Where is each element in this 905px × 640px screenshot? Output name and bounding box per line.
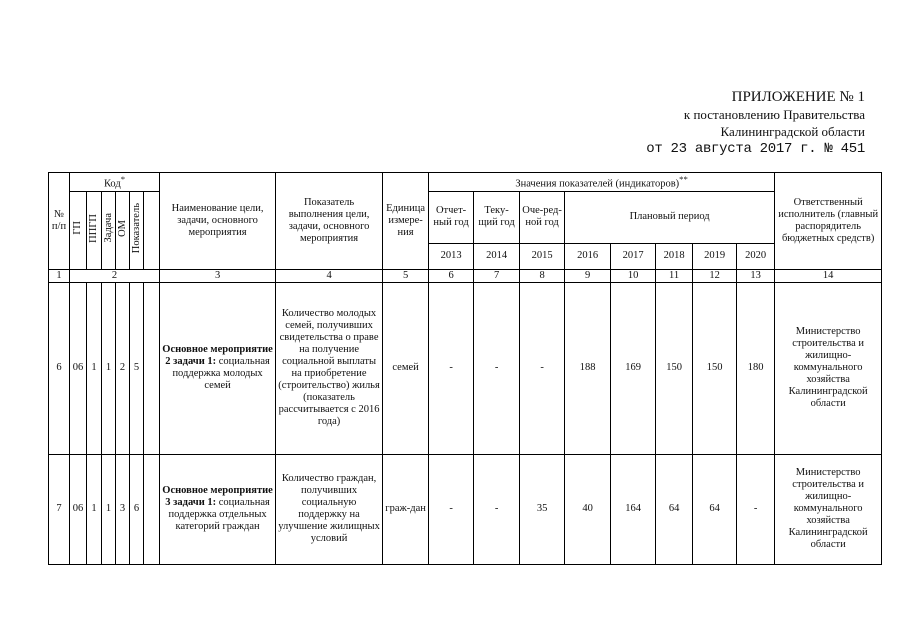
- year-cell: 2019: [693, 243, 737, 269]
- header-ppgp: ППГП: [87, 191, 102, 269]
- column-number: 12: [693, 269, 737, 282]
- column-number: 5: [383, 269, 429, 282]
- row-value: -: [474, 454, 520, 564]
- header-values: Значения показателей (индикаторов)**: [429, 173, 775, 192]
- row-value: 64: [693, 454, 737, 564]
- row-ppgp: 1: [87, 454, 102, 564]
- row-value: 150: [656, 282, 693, 454]
- row-value: -: [474, 282, 520, 454]
- header-om: ОМ: [116, 191, 130, 269]
- row-gp: 06: [70, 454, 87, 564]
- header-name: Наименование цели, задачи, основного мероприятия: [160, 173, 276, 270]
- year-cell: 2016: [565, 243, 611, 269]
- row-extra-kod: [144, 282, 160, 454]
- column-number: 3: [160, 269, 276, 282]
- row-pokazatel: 6: [130, 454, 144, 564]
- row-value: -: [737, 454, 775, 564]
- row-zadacha: 1: [102, 282, 116, 454]
- column-number: 7: [474, 269, 520, 282]
- column-number: 11: [656, 269, 693, 282]
- header-unit: Единица измере-ния: [383, 173, 429, 270]
- column-number: 9: [565, 269, 611, 282]
- row-no: 7: [49, 454, 70, 564]
- year-cell: 2018: [656, 243, 693, 269]
- row-value: 188: [565, 282, 611, 454]
- year-cell: 2020: [737, 243, 775, 269]
- row-extra-kod: [144, 454, 160, 564]
- column-number: 10: [611, 269, 656, 282]
- column-number: 4: [276, 269, 383, 282]
- row-om: 3: [116, 454, 130, 564]
- column-number: 14: [775, 269, 882, 282]
- row-value: 169: [611, 282, 656, 454]
- row-zadacha: 1: [102, 454, 116, 564]
- row-no: 6: [49, 282, 70, 454]
- row-ppgp: 1: [87, 282, 102, 454]
- row-value: -: [429, 454, 474, 564]
- document-header: [646, 88, 865, 158]
- row-value: -: [429, 282, 474, 454]
- row-name: Основное мероприятие 3 задачи 1: социальная поддержка отдельных категорий граждан: [160, 454, 276, 564]
- row-value: 164: [611, 454, 656, 564]
- row-indicator: Количество молодых семей, получивших свидетельства о праве на получение социальной выплаты на приобретение (строительство) жилья (показатель рассчитывается с 2016 года): [276, 282, 383, 454]
- year-cell: 2017: [611, 243, 656, 269]
- table-row: [49, 282, 882, 454]
- row-responsible: Министерство строительства и жилищно-коммунального хозяйства Калининградской области: [775, 282, 882, 454]
- header-next-year: Оче-ред-ной год: [520, 191, 565, 243]
- year-cell: 2014: [474, 243, 520, 269]
- row-gp: 06: [70, 282, 87, 454]
- year-cell: 2015: [520, 243, 565, 269]
- table-row: [49, 454, 882, 564]
- row-unit: граж-дан: [383, 454, 429, 564]
- appendix-line-2: Калининградской области: [720, 124, 865, 139]
- header-kod: Код*: [70, 173, 160, 192]
- row-value: 40: [565, 454, 611, 564]
- row-name: Основное мероприятие 2 задачи 1: социальная поддержка молодых семей: [160, 282, 276, 454]
- header-plan-period: Плановый период: [565, 191, 775, 243]
- row-indicator: Количество граждан, получивших социальную поддержку на улучшение жилищных условий: [276, 454, 383, 564]
- column-number: 1: [49, 269, 70, 282]
- row-om: 2: [116, 282, 130, 454]
- column-number: 13: [737, 269, 775, 282]
- header-current-year: Теку-щий год: [474, 191, 520, 243]
- row-value: 180: [737, 282, 775, 454]
- header-responsible: Ответственный исполнитель (главный распорядитель бюджетных средств): [775, 173, 882, 270]
- appendix-date: от 23 августа 2017 г. № 451: [646, 141, 865, 157]
- column-number: 6: [429, 269, 474, 282]
- header-extra-kod: [144, 191, 160, 269]
- year-cell: 2013: [429, 243, 474, 269]
- column-number: 2: [70, 269, 160, 282]
- row-unit: семей: [383, 282, 429, 454]
- row-value: 64: [656, 454, 693, 564]
- header-gp: ГП: [70, 191, 87, 269]
- row-value: 35: [520, 454, 565, 564]
- row-pokazatel: 5: [130, 282, 144, 454]
- header-indicator: Показатель выполнения цели, задачи, основного мероприятия: [276, 173, 383, 270]
- header-pokazatel: Показатель: [130, 191, 144, 269]
- header-zadacha: Задача: [102, 191, 116, 269]
- appendix-line-1: к постановлению Правительства: [683, 107, 865, 122]
- header-no: № п/п: [49, 173, 70, 270]
- row-value: 150: [693, 282, 737, 454]
- appendix-title: ПРИЛОЖЕНИЕ № 1: [731, 89, 865, 105]
- row-value: -: [520, 282, 565, 454]
- indicators-table: [48, 172, 882, 565]
- header-report-year: Отчет-ный год: [429, 191, 474, 243]
- column-number: 8: [520, 269, 565, 282]
- row-responsible: Министерство строительства и жилищно-коммунального хозяйства Калининградской области: [775, 454, 882, 564]
